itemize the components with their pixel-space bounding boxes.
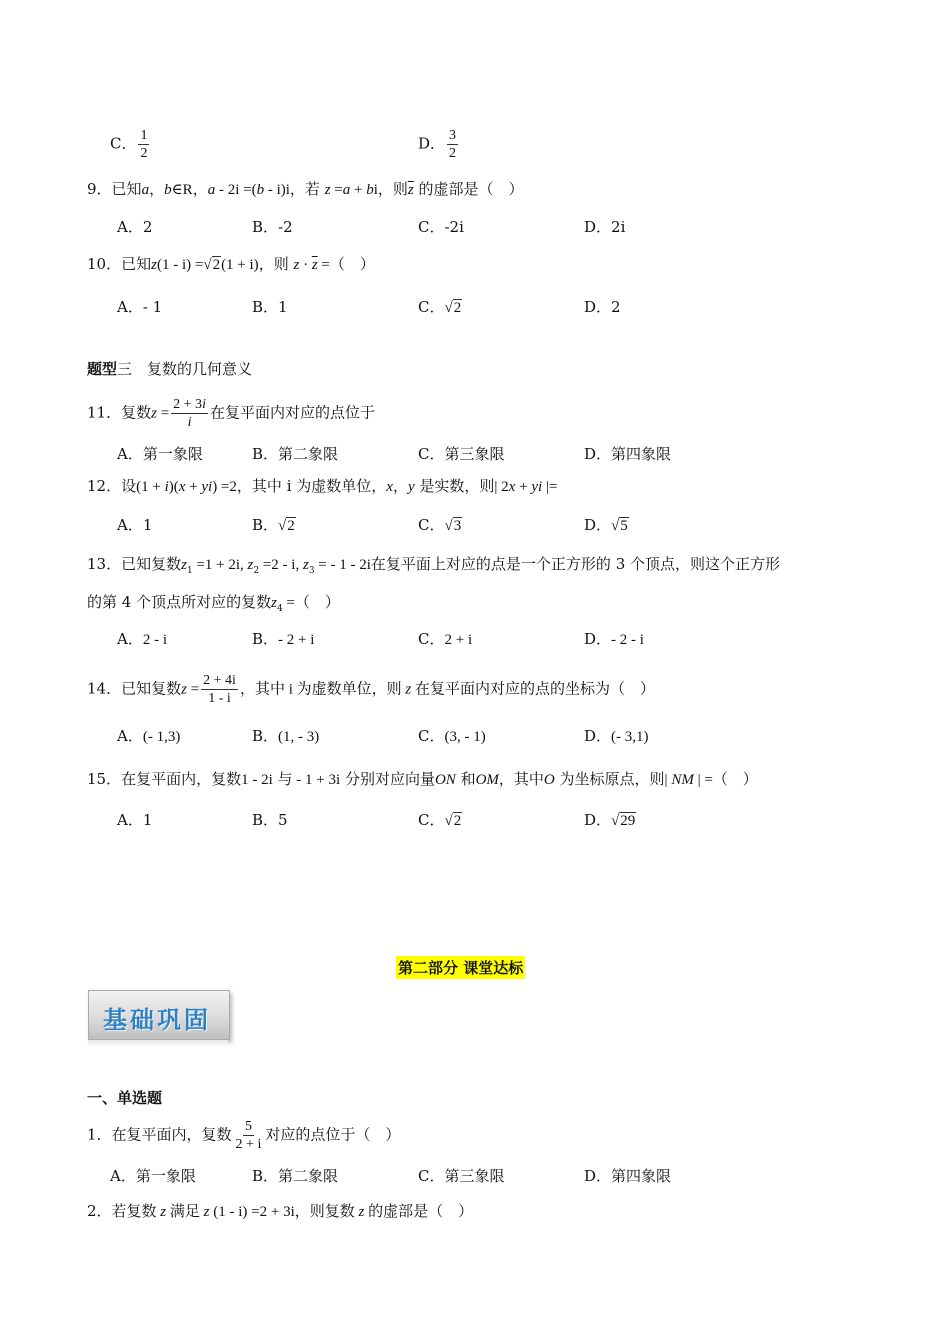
question-10: 10．已知z(1 - i) =√2(1 + i)，则 $z \cdot \overline{z}$ =（ ） — [87, 255, 375, 273]
q15-options — [0, 808, 950, 832]
section-type-3: 题型三 复数的几何意义 — [87, 360, 253, 378]
q10-options — [0, 295, 950, 319]
option: D．(- 3,1) — [584, 727, 649, 745]
question-12: 12．设(1 + i)(x + yi) =2，其中 i 为虚数单位，x，y 是实数，则| 2x + yi |= — [87, 477, 558, 495]
option: C．√2 — [418, 298, 462, 316]
option: D．第四象限 — [584, 445, 672, 463]
option: A．第一象限 — [117, 445, 203, 463]
option: D．√29 — [584, 811, 636, 829]
q13-options — [0, 627, 950, 651]
option: C．√2 — [418, 811, 462, 829]
option: B．第二象限 — [252, 1167, 339, 1185]
option: D．2 — [584, 298, 621, 316]
basic-consolidation-badge: 基础巩固 — [88, 990, 230, 1040]
option: C．-2i — [418, 218, 464, 236]
option: B．- 2 + i — [252, 630, 315, 648]
question-9: 9．已知a，b∈R，a - 2i =(b - i)i，若 z =a + bi，则$\overline{z}$ 的虚部是（ ） — [87, 180, 524, 198]
q12-options — [0, 513, 950, 537]
question-11: 11．复数z = $\frac{2 + 3i}{i}$ 在复平面内对应的点位于 — [87, 397, 375, 430]
option: A．1 — [117, 811, 153, 829]
option: D．2i — [584, 218, 626, 236]
option: A．(- 1,3) — [117, 727, 181, 745]
option: C．第三象限 — [418, 445, 505, 463]
option: A．2 - i — [117, 630, 168, 648]
practice-question-2: 2．若复数 z 满足 z (1 - i) =2 + 3i，则复数 z 的虚部是（ ） — [87, 1202, 474, 1220]
option: A．1 — [117, 516, 153, 534]
q14-options — [0, 724, 950, 748]
question-13-line2: 的第 4 个顶点所对应的复数$z_4$ =（ ） — [87, 593, 340, 614]
option: D．第四象限 — [584, 1167, 672, 1185]
q9-options — [0, 215, 950, 239]
option: B．1 — [252, 298, 288, 316]
option: A．2 — [117, 218, 153, 236]
option: B．√2 — [252, 516, 295, 534]
option: A．- 1 — [117, 298, 163, 316]
option: B．5 — [252, 811, 288, 829]
option: B．第二象限 — [252, 445, 339, 463]
option: C．第三象限 — [418, 1167, 505, 1185]
single-choice-header: 一、单选题 — [87, 1089, 163, 1107]
option: C．√3 — [418, 516, 462, 534]
part2-title: 第二部分 课堂达标 — [396, 956, 525, 979]
badge-reflection — [88, 1040, 228, 1048]
q8-option-c: C． $\frac{1}{2}$ — [110, 128, 148, 161]
option: D．- 2 - i — [584, 630, 644, 648]
option: C．2 + i — [418, 630, 473, 648]
option: C．(3, - 1) — [418, 727, 486, 745]
q11-options — [0, 442, 950, 466]
option: B．-2 — [252, 218, 293, 236]
option: B．(1, - 3) — [252, 727, 320, 745]
question-14: 14．已知复数z = $\frac{2 + 4i}{1 - i}$ ，其中 i 为虚数单位，则 z 在复平面内对应的点的坐标为（ ） — [87, 673, 656, 706]
q8-options — [0, 127, 950, 161]
practice-question-1: 1．在复平面内，复数 $\frac{5}{2 + i}$ 对应的点位于（ ） — [87, 1119, 401, 1152]
question-13: 13．已知复数$z_1 =1 + 2i$, $z_2 =2 - i$, $z_3$ = - 1 - 2i在复平面上对应的点是一个正方形的 3 个顶点，则这个正方形 — [87, 555, 781, 576]
p1-options — [0, 1164, 950, 1188]
option: A．第一象限 — [110, 1167, 196, 1185]
question-15: 15．在复平面内，复数1 - 2i 与 - 1 + 3i 分别对应向量ON 和OM，其中O 为坐标原点，则| NM | =（ ） — [87, 770, 758, 788]
q8-option-d: D． $\frac{3}{2}$ — [418, 128, 457, 161]
option: D．√5 — [584, 516, 628, 534]
